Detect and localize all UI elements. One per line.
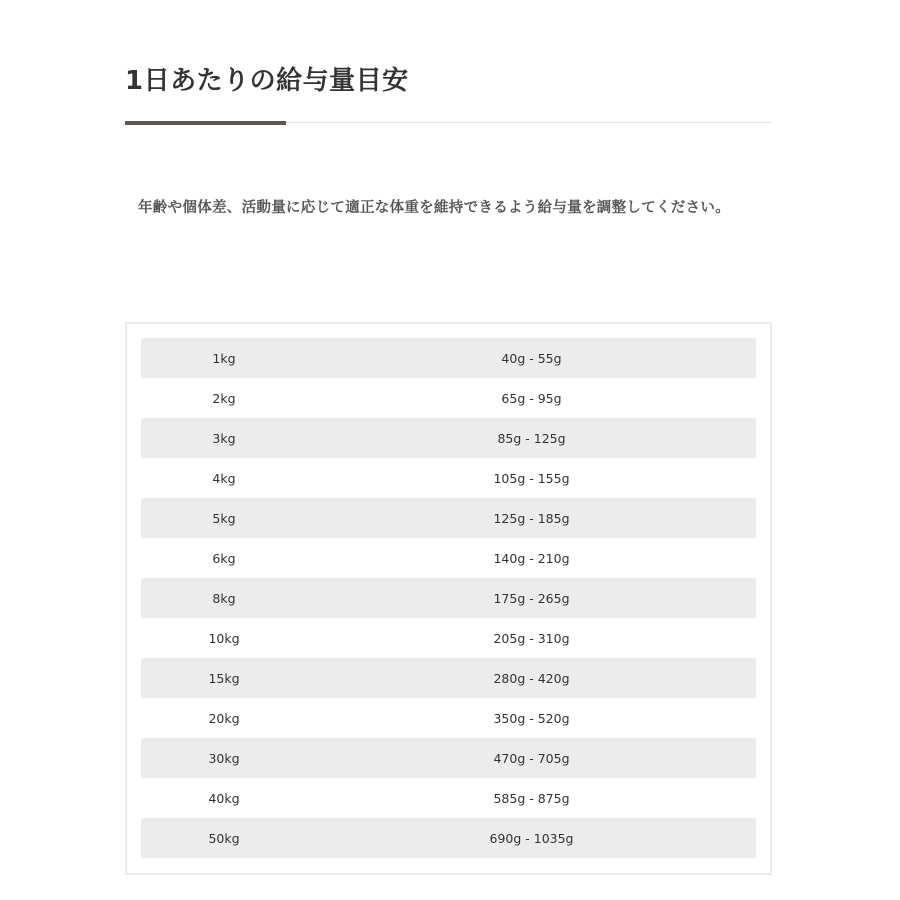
feeding-table: [141, 338, 756, 858]
weight-cell: 8kg: [141, 578, 307, 618]
feeding-description: 年齢や個体差、活動量に応じて適正な体重を維持できるよう給与量を調整してください。: [138, 200, 730, 216]
weight-cell: 10kg: [208, 630, 240, 646]
weight-cell: 4kg: [212, 470, 236, 486]
weight-cell: 6kg: [212, 550, 236, 566]
weight-cell: 30kg: [141, 738, 307, 778]
table-row: [141, 658, 756, 698]
table-row: [141, 498, 756, 538]
table-row: [141, 538, 756, 578]
table-row: [141, 698, 756, 738]
amount-cell: 350g - 520g: [493, 710, 570, 726]
feeding-table-frame: [125, 322, 772, 875]
weight-cell: 20kg: [208, 710, 240, 726]
weight-cell: 5kg: [141, 498, 307, 538]
table-row: [141, 818, 756, 858]
amount-cell: 470g - 705g: [307, 738, 756, 778]
table-row: [141, 738, 756, 778]
amount-cell: 85g - 125g: [307, 418, 756, 458]
weight-cell: 2kg: [212, 390, 236, 406]
amount-cell: 690g - 1035g: [307, 818, 756, 858]
amount-cell: 65g - 95g: [501, 390, 562, 406]
amount-cell: 125g - 185g: [307, 498, 756, 538]
table-row: [141, 458, 756, 498]
weight-cell: 1kg: [141, 338, 307, 378]
table-row: [141, 378, 756, 418]
amount-cell: 280g - 420g: [307, 658, 756, 698]
table-row: [141, 578, 756, 618]
weight-cell: 3kg: [141, 418, 307, 458]
amount-cell: 105g - 155g: [493, 470, 570, 486]
table-row: [141, 778, 756, 818]
table-row: [141, 618, 756, 658]
weight-cell: 15kg: [141, 658, 307, 698]
amount-cell: 175g - 265g: [307, 578, 756, 618]
amount-cell: 205g - 310g: [493, 630, 570, 646]
weight-cell: 40kg: [208, 790, 240, 806]
section-heading: 1日あたりの給与量目安: [125, 66, 409, 96]
amount-cell: 585g - 875g: [493, 790, 570, 806]
weight-cell: 50kg: [141, 818, 307, 858]
amount-cell: 140g - 210g: [493, 550, 570, 566]
amount-cell: 40g - 55g: [307, 338, 756, 378]
table-row: [141, 418, 756, 458]
heading-accent-bar: [125, 121, 286, 125]
table-row: [141, 338, 756, 378]
